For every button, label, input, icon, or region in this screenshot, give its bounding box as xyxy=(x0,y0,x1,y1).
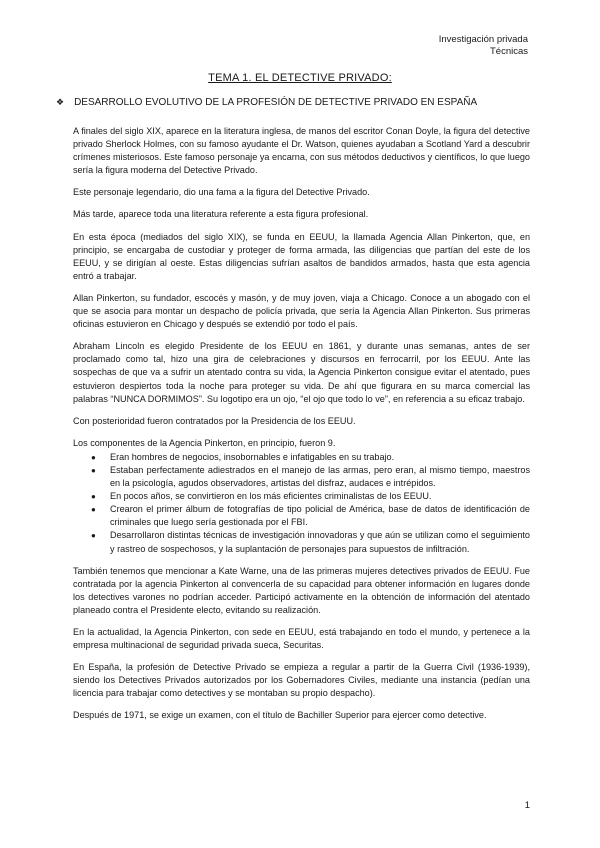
header-topic: Técnicas xyxy=(489,46,528,57)
paragraph: Abraham Lincoln es elegido Presidente de los EEUU en 1861, y durante unas semanas, antes de ser proclamado como tal, hizo una gira de celebraciones y discursos en ferrocarril, por los EEUU. Ante las sospechas de que va a sufrir un atentado contra su vida, la Agencia Pinkerton consigue evitar el atentado, pues estuvieron despiertos toda la noche para proteger su vida. De ahí que figurara en su marca comercial las palabras “NUNCA DORMIMOS”. Su logotipo era un ojo, “el ojo que todo lo ve”, en referencia a su eficaz trabajo. xyxy=(73,341,530,404)
list-item xyxy=(73,503,530,529)
page-number: 1 xyxy=(524,800,530,811)
paragraph: También tenemos que mencionar a Kate Warne, una de las primeras mujeres detectives privados de EEUU. Fue contratada por la agencia Pinkerton al convencerla de su capacidad para obtener información en lugares donde los detectives varones no podrían acceder. Participó activamente en la obtención de información del atentado planeado contra el Presidente electo, evitando su realización. xyxy=(73,565,530,615)
bullet-dot-icon: ● xyxy=(91,452,96,462)
bullet-list xyxy=(73,451,530,556)
bullet-dot-icon: ● xyxy=(91,531,96,541)
section-heading xyxy=(56,97,477,108)
paragraph: A finales del siglo XIX, aparece en la literatura inglesa, de manos del escritor Conan Doyle, la figura del detective privado Sherlock Holmes, con su famoso ayudante el Dr. Watson, quienes ayudaban a Scotland Yard a descubrir crímenes misteriosos. Este famoso personaje ya encarna, con sus métodos deductivos y científicos, lo que luego sería la figura moderna del Detective Privado. xyxy=(73,126,530,176)
document-body xyxy=(73,125,530,732)
paragraph: En esta época (mediados del siglo XIX), se funda en EEUU, la llamada Agencia Allan Pinkerton, que, en principio, se encargaba de custodiar y proteger de forma armada, las diligencias que partían del este de los EEUU, y se dirigían al oeste. Estas diligencias sufrían asaltos de bandidos armados, hasta que esta agencia entró a trabajar. xyxy=(73,231,530,281)
page-header xyxy=(439,34,528,58)
list-item-text: Crearon el primer álbum de fotografías de tipo policial de América, base de datos de identificación de criminales que luego sería gestionada por el FBI. xyxy=(110,504,530,528)
bullet-dot-icon: ● xyxy=(91,492,96,502)
header-subject: Investigación privada xyxy=(438,34,528,45)
list-item-text: Estaban perfectamente adiestrados en el manejo de las armas, pero eran, al mismo tiempo, maestros en la psicología, agudos observadores, artistas del disfraz, audaces e intrépidos. xyxy=(110,464,530,489)
list-item xyxy=(73,451,530,464)
paragraph: Con posterioridad fueron contratados por la Presidencia de los EEUU. xyxy=(73,415,356,426)
document-title: TEMA 1. EL DETECTIVE PRIVADO: xyxy=(208,72,392,84)
paragraph: En la actualidad, la Agencia Pinkerton, con sede en EEUU, está trabajando en todo el mundo, y pertenece a la empresa multinacional de seguridad privada sueca, Securitas. xyxy=(73,627,530,651)
bullet-dot-icon: ● xyxy=(91,465,96,475)
list-item xyxy=(73,490,530,503)
diamond-bullet-icon: ❖ xyxy=(56,97,65,107)
list-item xyxy=(73,464,530,490)
list-item-text: En pocos años, se convirtieron en los más eficientes criminalistas de los EEUU. xyxy=(110,491,432,502)
list-item-text: Eran hombres de negocios, insobornables e infatigables en su trabajo. xyxy=(110,451,395,462)
paragraph: Más tarde, aparece toda una literatura referente a esta figura profesional. xyxy=(73,209,369,220)
paragraph: Los componentes de la Agencia Pinkerton, en principio, fueron 9. xyxy=(73,437,336,448)
paragraph: En España, la profesión de Detective Privado se empieza a regular a partir de la Guerra Civil (1936-1939), siendo los Detectives Privados autorizados por los Gobernadores Civiles, mediante una instancia (pedían una licencia para trabajar como detectives y se montaban su propio despacho). xyxy=(73,662,530,699)
list-item xyxy=(73,529,530,555)
paragraph: Allan Pinkerton, su fundador, escocés y masón, y de muy joven, viaja a Chicago. Conoce a un abogado con el que se asocia para montar un despacho de policía privada, que sería la Agencia Allan Pinkerton. Sus primeras oficinas estuvieron en Chicago y después se extendió por todo el país. xyxy=(73,292,530,330)
list-item-text: Desarrollaron distintas técnicas de investigación innovadoras y que aún se utilizan como el seguimiento y rastreo de sospechosos, y la suplantación de personajes para supuestos de infiltración. xyxy=(110,530,530,554)
paragraph: Después de 1971, se exige un examen, con el título de Bachiller Superior para ejercer como detective. xyxy=(73,710,487,721)
bullet-dot-icon: ● xyxy=(91,505,96,515)
paragraph: Este personaje legendario, dio una fama a la figura del Detective Privado. xyxy=(73,187,370,198)
section-heading-text: DESARROLLO EVOLUTIVO DE LA PROFESIÓN DE DETECTIVE PRIVADO EN ESPAÑA xyxy=(74,97,478,108)
